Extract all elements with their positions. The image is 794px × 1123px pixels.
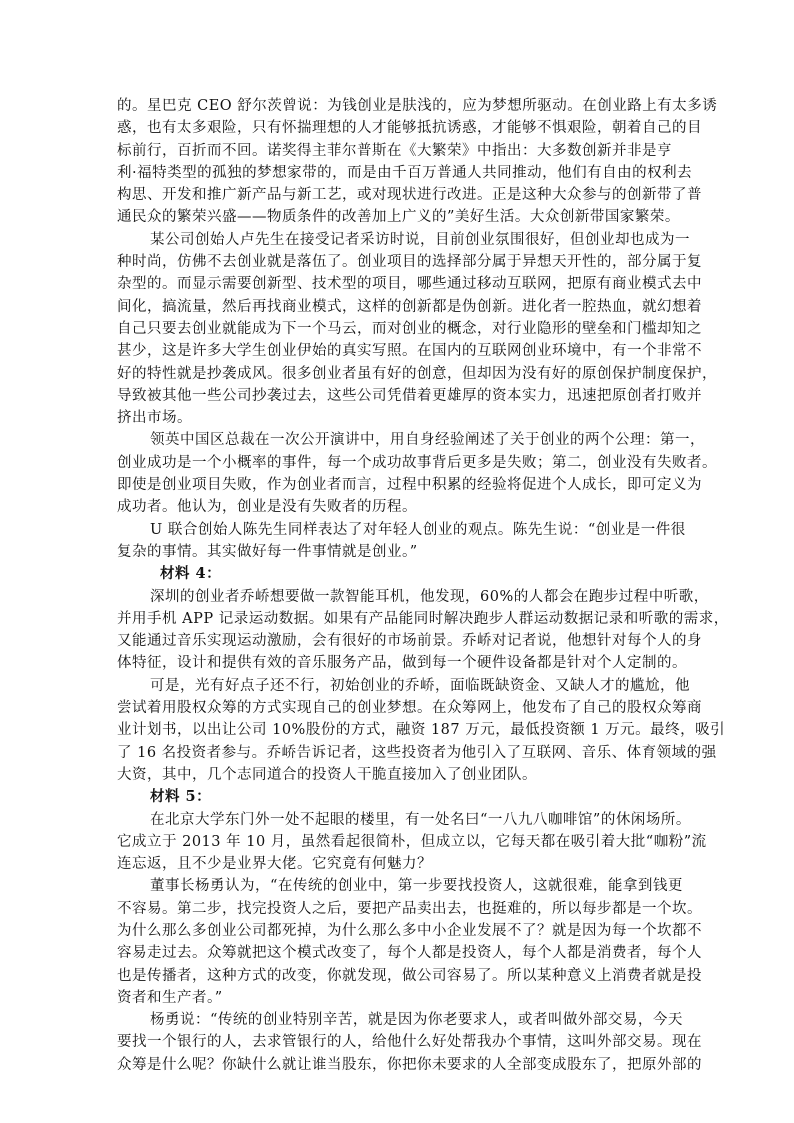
- text-line: 利·福特类型的孤独的梦想家带的，而是由千百万普通人共同推动，他们有自由的权利去: [117, 164, 693, 181]
- text-line: 种时尚，仿佛不去创业就是落伍了。创业项目的选择部分属于异想天开性的，部分属于复: [117, 254, 702, 271]
- text-line: 不容易。第二步，找完投资人之后，要把产品卖出去，也挺难的，所以每步都是一个坎。: [117, 900, 702, 917]
- text-line: 尝试着用股权众筹的方式实现自己的创业梦想。在众筹网上，他发布了自己的股权众筹商: [117, 700, 702, 717]
- text-line: 又能通过音乐实现运动激励，会有很好的市场前景。乔峤对记者说，他想针对每个人的身: [117, 633, 702, 650]
- text-line: 它成立于 2013 年 10 月，虽然看起很简朴，但成立以，它每天都在吸引着大批“咖粉”流: [117, 833, 707, 850]
- text-line: 也是传播者，这种方式的改变，你就发现，做公司容易了。所以某种意义上消费者就是投: [117, 967, 702, 984]
- text-line: 甚少，这是许多大学生创业伊始的真实写照。在国内的互联网创业环境中，有一个非常不: [117, 343, 702, 360]
- text-line: 为什么那么多创业公司都死掉，为什么那么多中小企业发展不了？就是因为每一个坎都不: [117, 922, 702, 939]
- text-line: 标前行，百折而不回。诺奖得主菲尔普斯在《大繁荣》中指出：大多数创新并非是亨: [117, 142, 672, 159]
- text-line: 大资，其中，几个志同道合的投资人干脆直接加入了创业团队。: [117, 766, 537, 783]
- section-heading: 材料 4：: [160, 565, 222, 583]
- text-line: 董事长杨勇认为，“在传统的创业中，第一步要找投资人，这就很难，能拿到钱更: [150, 878, 683, 895]
- text-line: 复杂的事情。其实做好每一件事情就是创业。”: [117, 543, 418, 560]
- text-line: 并用手机 APP 记录运动数据。如果有产品能同时解决跑步人群运动数据记录和听歌的需求，: [117, 610, 729, 627]
- text-line: 杨勇说：“传统的创业特别辛苦，就是因为你老要求人，或者叫做外部交易，今天: [150, 1012, 683, 1029]
- text-line: 可是，光有好点子还不行，初始创业的乔峤，面临既缺资金、又缺人才的尴尬，他: [150, 677, 690, 694]
- text-line: 连忘返，且不少是业界大佬。它究竟有何魅力？: [117, 856, 432, 873]
- text-line: 领英中国区总裁在一次公开演讲中，用自身经验阐述了关于创业的两个公理：第一，: [150, 432, 705, 449]
- text-line: 构思、开发和推广新产品与新工艺，或对现状进行改进。正是这种大众参与的创新带了普: [117, 187, 702, 204]
- text-line: 某公司创始人卢先生在接受记者采访时说，目前创业氛围很好，但创业却也成为一: [150, 231, 690, 248]
- text-line: 的。星巴克 CEO 舒尔茨曾说：为钱创业是肤浅的，应为梦想所驱动。在创业路上有太多诱: [117, 98, 718, 114]
- text-line: 体特征，设计和提供有效的音乐服务产品，做到每一个硬件设备都是针对个人定制的。: [117, 655, 687, 672]
- document-page: [117, 95, 729, 1076]
- text-line: 创业成功是一个小概率的事件，每一个成功故事背后更多是失败；第二，创业没有失败者。: [117, 454, 717, 471]
- text-line: 在北京大学东门外一处不起眼的楼里，有一处名曰“一八九八咖啡馆”的休闲场所。: [150, 811, 691, 828]
- text-line: 资者和生产者。”: [117, 989, 223, 1006]
- text-line: 即使是创业项目失败，作为创业者而言，过程中积累的经验将促进个人成长，即可定义为: [117, 477, 702, 494]
- text-line: 惑，也有太多艰险，只有怀揣理想的人才能够抵抗诱惑，才能够不惧艰险，朝着自己的目: [117, 120, 702, 137]
- text-line: 要找一个银行的人，去求管银行的人，给他什么好处帮我办个事情，这叫外部交易。现在: [117, 1034, 702, 1051]
- text-line: 深圳的创业者乔峤想要做一款智能耳机，他发现，60%的人都会在跑步过程中听歌，: [150, 588, 709, 605]
- text-line: 导致被其他一些公司抄袭过去，这些公司凭借着更雄厚的资本实力，迅速把原创者打败并: [117, 387, 702, 404]
- text-line: 杂型的。而显示需要创新型、技术型的项目，哪些通过移动互联网，把原有商业模式去中: [117, 276, 702, 293]
- text-line: 好的特性就是抄袭成风。很多创业者虽有好的创意，但却因为没有好的原创保护制度保护，: [117, 365, 717, 382]
- text-line: 了 16 名投资者参与。乔峤告诉记者，这些投资者为他引入了互联网、音乐、体育领域的强: [117, 744, 717, 761]
- text-line: 通民众的繁荣兴盛——物质条件的改善加上广义的”美好生活。大众创新带国家繁荣。: [117, 209, 680, 226]
- text-line: 挤出市场。: [117, 410, 192, 427]
- text-line: 众筹是什么呢？你缺什么就让谁当股东，你把你未要求的人全部变成股东了，把原外部的: [117, 1056, 702, 1073]
- text-line: 间化，搞流量，然后再找商业模式，这样的创新都是伪创新。进化者一腔热血，就幻想着: [117, 298, 702, 315]
- text-line: U 联合创始人陈先生同样表达了对年轻人创业的观点。陈先生说：“创业是一件很: [150, 521, 686, 538]
- text-line: 成功者。他认为，创业是没有失败者的历程。: [117, 499, 417, 516]
- text-line: 自己只要去创业就能成为下一个马云，而对创业的概念，对行业隐形的壁垒和门槛却知之: [117, 320, 702, 337]
- section-heading: 材料 5：: [150, 788, 212, 806]
- text-line: 容易走过去。众筹就把这个模式改变了，每个人都是投资人，每个人都是消费者，每个人: [117, 945, 702, 962]
- text-line: 业计划书，以出让公司 10%股份的方式，融资 187 万元，最低投资额 1 万元。最终，吸引: [117, 722, 726, 739]
